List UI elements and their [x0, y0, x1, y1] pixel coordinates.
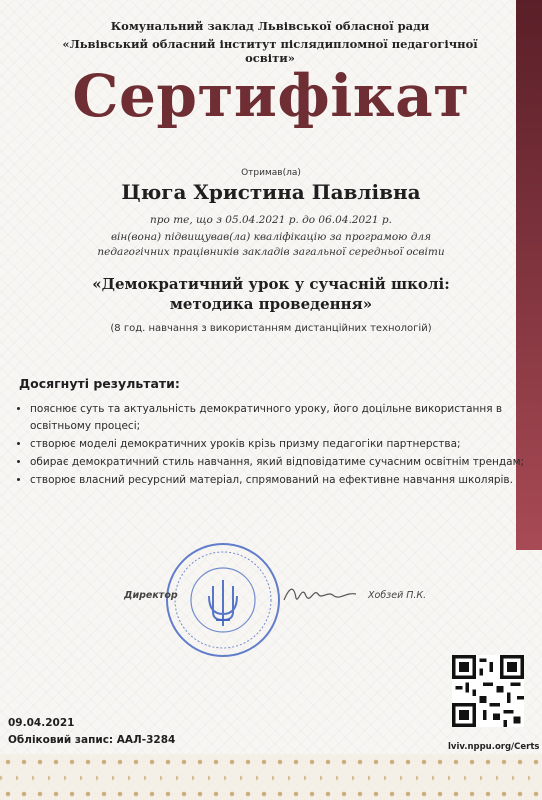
- director-name: Хобзей П.К.: [368, 590, 427, 601]
- director-label: Директор: [124, 590, 178, 601]
- decorative-ornament-border: [0, 754, 542, 800]
- list-item: • пояснює суть та актуальність демократичного уроку, його доцільне використання в освітньому процесі;: [30, 401, 530, 435]
- institution-line-1: Комунальний заклад Львівської обласної ради: [110, 19, 430, 33]
- institution-line-2: «Львівський обласний інститут післядипломної педагогічної освіти»: [62, 37, 478, 65]
- period-line: про те, що з 05.04.2021 р. до 06.04.2021 р.: [150, 214, 392, 226]
- list-item: • створює власний ресурсний матеріал, спрямований на ефективне навчання школярів.: [30, 472, 530, 489]
- verify-url: lviv.nppu.org/Certs: [448, 742, 540, 752]
- qualification-line-1: він(вона) підвищував(ла) кваліфікацію за програмою для: [110, 231, 432, 243]
- qualification-line-2: педагогічних працівників закладів загальної середньої освіти: [97, 246, 445, 258]
- list-item: • обирає демократичний стиль навчання, який відповідатиме сучасним освітнім трендам;: [30, 454, 530, 471]
- signature-icon: [280, 578, 360, 608]
- results-title: Досягнуті результати:: [19, 376, 180, 391]
- results-list: [6, 401, 530, 490]
- qr-code-icon: [452, 655, 524, 727]
- course-title-line-2: методика проведення»: [169, 295, 373, 313]
- hours-line: (8 год. навчання з використанням дистанційних технологій): [110, 323, 432, 334]
- list-item: • створює моделі демократичних уроків крізь призму педагогіки партнерства;: [30, 436, 530, 453]
- course-title-line-1: «Демократичний урок у сучасній школі:: [92, 275, 450, 293]
- trident-seal-icon: [163, 540, 283, 660]
- certificate-title: Сертифікат: [72, 62, 470, 130]
- received-label: Отримав(ла): [241, 168, 301, 178]
- record-number: Обліковий запис: ААЛ-3284: [8, 734, 176, 746]
- issue-date: 09.04.2021: [8, 717, 75, 729]
- recipient-name: Цюга Христина Павлівна: [121, 180, 421, 204]
